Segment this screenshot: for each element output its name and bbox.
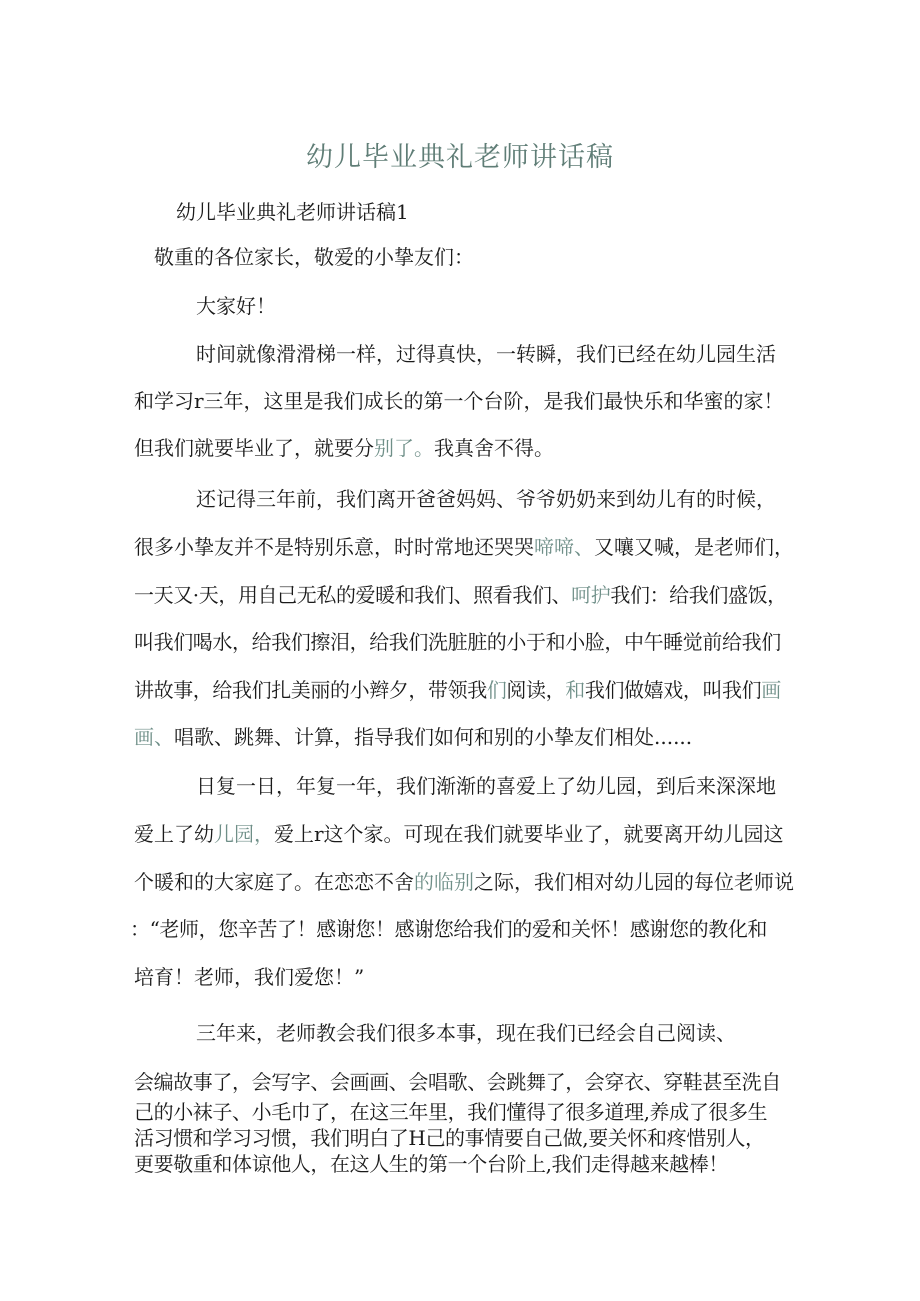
text-segment: 活习惯和学习习惯，我们明白了H己的事情要自己做,要关怀和疼惜别人，: [134, 1126, 765, 1150]
text-segment: 一天又·天，用自己无私的爱暖和我们、照看我们、: [134, 583, 572, 607]
paragraph-line: [134, 434, 554, 462]
highlighted-text: 画、: [134, 725, 174, 749]
text-segment: 三年来，老师教会我们很多本事，现在我们已经会自己阅读、: [196, 1021, 736, 1045]
text-segment: 爱上r这个家。可现在我们就要毕业了，就要离开幼儿园这: [274, 822, 784, 846]
text-segment: 时间就像滑滑梯一样，过得真快，一转瞬，我们已经在幼儿园生活: [196, 342, 776, 366]
paragraph-line: [134, 723, 692, 751]
text-segment: 我们：给我们盛饭，: [610, 583, 787, 607]
text-segment: 又嚷又喊，是老师们，: [594, 535, 794, 559]
text-segment: 和学习r三年，这里是我们成长的第一个台阶，是我们最快乐和华蜜的家！: [134, 389, 784, 413]
highlighted-text: 的临别: [414, 870, 474, 894]
text-segment: 个暖和的大家庭了。在恋恋不舍: [134, 870, 414, 894]
text-segment: 讲故事，给我们扎美丽的小辫夕，带领我: [134, 678, 487, 702]
highlighted-text: 啼啼、: [534, 535, 594, 559]
text-segment: 会编故事了，会写字、会画画、会唱歌、会跳舞了，会穿衣、穿鞋甚至洗自: [134, 1070, 781, 1094]
paragraph-line: [130, 915, 767, 943]
paragraph-line: [134, 868, 794, 896]
text-segment: 之际，我们相对幼儿园的每位老师说: [474, 870, 794, 894]
paragraph-line: [134, 387, 784, 415]
highlighted-text: 别了。: [374, 436, 434, 460]
highlighted-text: 儿园，: [214, 822, 274, 846]
text-segment: 我真舍不得。: [434, 436, 554, 460]
paragraph-line: [134, 963, 364, 991]
paragraph-line: [134, 1068, 781, 1096]
paragraph-line: [196, 485, 776, 513]
paragraph-line: [134, 1124, 765, 1152]
text-segment: 己的小袜子、小毛巾了，在这三年里，我们懂得了很多道理,养成了很多生: [134, 1100, 768, 1124]
text-segment: 阅读，: [506, 678, 566, 702]
section-subtitle: 幼儿毕业典礼老师讲话稿1: [176, 200, 409, 224]
paragraph-line: [134, 533, 794, 561]
paragraph-line: [134, 1150, 728, 1178]
text-segment: 叫我们喝水，给我们擦泪，给我们洗脏脏的小于和小脸，中午睡觉前给我们: [134, 630, 781, 654]
text-segment: 日复一日，年复一年，我们渐渐的喜爱上了幼儿园，到后来深深地: [196, 774, 776, 798]
highlighted-text: 和: [565, 678, 585, 702]
paragraph-line: [134, 628, 781, 656]
paragraph-line: [196, 772, 776, 800]
highlighted-text: 呵护: [571, 583, 611, 607]
text-segment: 但我们就要毕业了，就要分: [134, 436, 374, 460]
paragraph-line: [134, 1098, 767, 1126]
hello-line: 大家好！: [196, 294, 276, 318]
paragraph-line: [134, 820, 784, 848]
document-title: 幼儿毕业典礼老师讲话稿: [306, 142, 614, 173]
text-segment: 更要敬重和体谅他人，在这人生的第一个台阶上,我们走得越来越棒！: [134, 1152, 728, 1176]
highlighted-text: 画: [761, 678, 781, 702]
text-segment: 爱上了幼: [134, 822, 214, 846]
paragraph-line: [134, 581, 787, 609]
text-segment: 我们做嬉戏，叫我们: [584, 678, 762, 702]
highlighted-text: 们: [486, 678, 507, 702]
greeting-line: 敬重的各位家长，敬爱的小挚友们：: [154, 245, 474, 269]
text-segment: 培育！老师，我们爱您！”: [134, 965, 365, 989]
text-segment: 还记得三年前，我们离开爸爸妈妈、爷爷奶奶来到幼儿有的时候，: [196, 487, 776, 511]
text-segment: 唱歌、跳舞、计算，指导我们如何和别的小挚友们相处......: [174, 725, 693, 749]
paragraph-line: [196, 1019, 736, 1047]
text-segment: 很多小挚友并不是特别乐意，时时常地还哭哭: [134, 535, 534, 559]
text-segment: ：“老师，您辛苦了！感谢您！感谢您给我们的爱和关怀！感谢您的教化和: [130, 917, 768, 941]
paragraph-line: [196, 340, 776, 368]
paragraph-line: [134, 676, 781, 704]
